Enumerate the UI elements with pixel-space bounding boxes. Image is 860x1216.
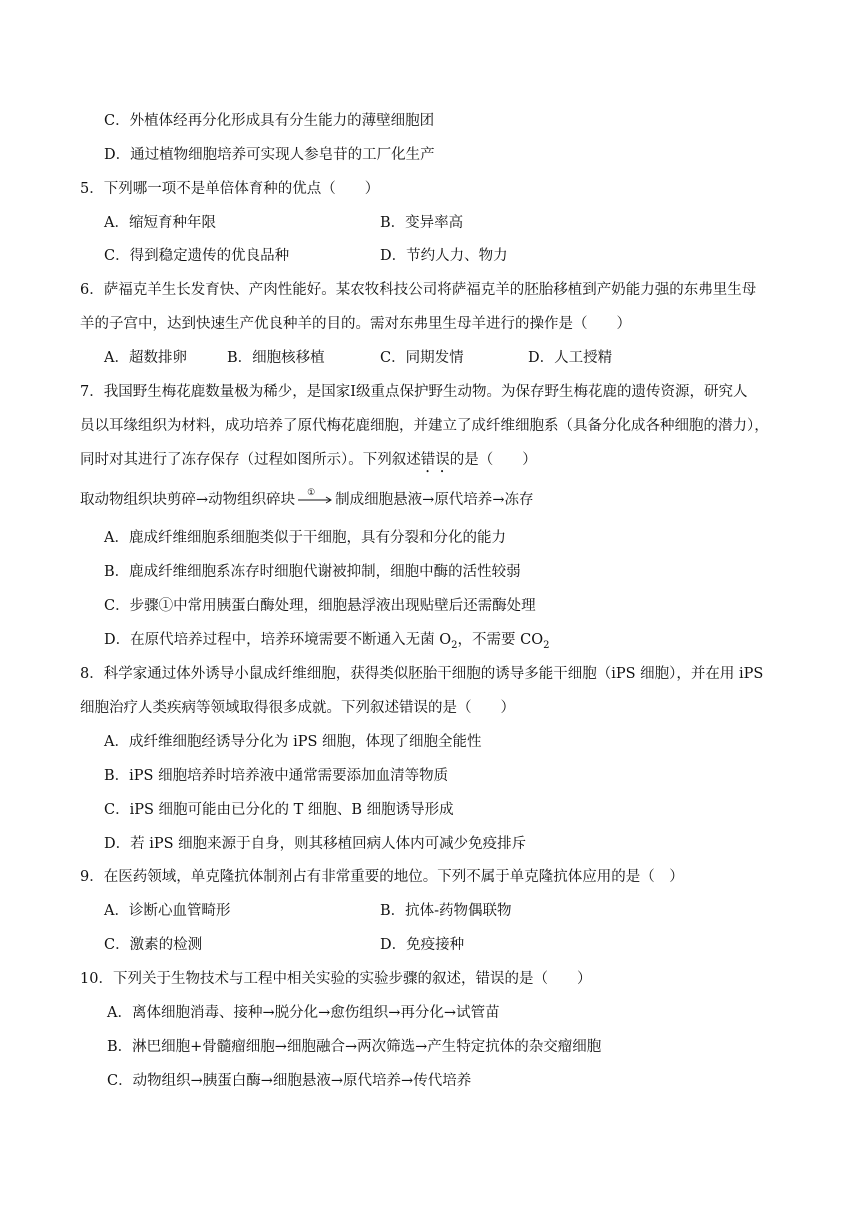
q5-option-b: B．变异率高: [380, 215, 464, 231]
q7-option-d: [104, 630, 549, 656]
flow-step-3: 制成细胞悬液: [335, 492, 423, 508]
q6-stem-line2: 羊的子宫中，达到快速生产优良种羊的目的。需对东弗里生母羊进行的操作是（ ）: [80, 316, 631, 332]
q8-option-a: A．成纤维细胞经诱导分化为 iPS 细胞，体现了细胞全能性: [104, 734, 482, 750]
q6-option-d: D．人工授精: [528, 350, 613, 366]
q10-option-c: C．动物组织→胰蛋白酶→细胞悬液→原代培养→传代培养: [107, 1073, 472, 1089]
q8-stem-line1: 8．科学家通过体外诱导小鼠成纤维细胞，获得类似胚胎干细胞的诱导多能干细胞（iPS 细胞），并在用 iPS: [80, 666, 764, 682]
q5-option-a: A．缩短育种年限: [104, 215, 216, 231]
q7-stem-line3-pre: 同时对其进行了冻存保存（过程如图所示）。下列叙述: [80, 452, 421, 468]
q4-option-d: D．通过植物细胞培养可实现人参皂苷的工厂化生产: [104, 147, 435, 163]
flow-arrow-3: →: [492, 492, 505, 508]
q10-stem: 10．下列关于生物技术与工程中相关实验的实验步骤的叙述，错误的是（ ）: [80, 971, 592, 987]
flow-step-4: 原代培养: [434, 492, 493, 508]
q10-option-b: B．淋巴细胞+骨髓瘤细胞→细胞融合→两次筛选→产生特定抗体的杂交瘤细胞: [107, 1039, 602, 1055]
flow-arrow-2: →: [422, 492, 435, 508]
q9-option-d: D．免疫接种: [380, 937, 465, 953]
q5-stem: 5．下列哪一项不是单倍体育种的优点（ ）: [80, 181, 380, 197]
q7-stem-line3-post: 的是（ ）: [449, 452, 537, 468]
q7-stem-line1: 7．我国野生梅花鹿数量极为稀少，是国家Ⅰ级重点保护野生动物。为保存野生梅花鹿的遗传资源，研究人: [80, 384, 748, 400]
flow-arrow-step-1: [297, 488, 333, 507]
flow-step-5: 冻存: [504, 492, 534, 508]
q7-flow-diagram: [80, 490, 533, 510]
q4-option-c: C．外植体经再分化形成具有分生能力的薄壁细胞团: [104, 113, 435, 129]
flow-step-label: ①: [307, 488, 316, 498]
q8-option-d: D．若 iPS 细胞来源于自身，则其移植回病人体内可减少免疫排斥: [104, 836, 527, 852]
flow-step-2: 动物组织碎块: [208, 492, 296, 508]
q6-option-c: C．同期发情: [380, 350, 464, 366]
flow-arrow-1: →: [196, 492, 209, 508]
q10-option-a: A．离体细胞消毒、接种→脱分化→愈伤组织→再分化→试管苗: [107, 1005, 500, 1021]
q6-option-a: A．超数排卵: [104, 350, 187, 366]
q8-option-c: C．iPS 细胞可能由已分化的 T 细胞、B 细胞诱导形成: [104, 802, 454, 818]
q7-option-d-sub2: 2: [543, 639, 550, 651]
q9-option-a: A．诊断心血管畸形: [104, 903, 231, 919]
flow-step-1: 取动物组织块剪碎: [80, 492, 196, 508]
long-arrow-icon: [297, 493, 333, 507]
q7-option-c: C．步骤①中常用胰蛋白酶处理，细胞悬浮液出现贴壁后还需酶处理: [104, 598, 536, 614]
q9-option-b: B．抗体-药物偶联物: [380, 903, 512, 919]
q7-stem-line3: [80, 450, 537, 476]
q7-option-a: A．鹿成纤维细胞系细胞类似于干细胞，具有分裂和分化的能力: [104, 530, 506, 546]
q5-option-d: D．节约人力、物力: [380, 248, 508, 264]
q9-option-c: C．激素的检测: [104, 937, 203, 953]
q7-option-b: B．鹿成纤维细胞系冻存时细胞代谢被抑制，细胞中酶的活性较弱: [104, 564, 521, 580]
q6-stem-line1: 6．萨福克羊生长发育快、产肉性能好。某农牧科技公司将萨福克羊的胚胎移植到产奶能力强的东弗里生母: [80, 282, 757, 298]
q8-stem-line2: 细胞治疗人类疾病等领域取得很多成就。下列叙述错误的是（ ）: [80, 700, 515, 716]
q7-option-d-pre: D．在原代培养过程中，培养环境需要不断通入无菌 O: [104, 632, 452, 648]
q8-option-b: B．iPS 细胞培养时培养液中通常需要添加血清等物质: [104, 768, 449, 784]
q7-stem-line2: 员以耳缘组织为材料，成功培养了原代梅花鹿细胞，并建立了成纤维细胞系（具备分化成各种细胞的潜力），: [80, 418, 769, 434]
q7-option-d-sub1: 2: [451, 639, 458, 651]
q7-option-d-mid: ，不需要 CO: [457, 632, 544, 648]
q6-option-b: B．细胞核移植: [227, 350, 325, 366]
q9-stem: 9．在医药领域，单克隆抗体制剂占有非常重要的地位。下列不属于单克隆抗体应用的是（ ）: [80, 869, 684, 885]
q5-option-c: C．得到稳定遗传的优良品种: [104, 248, 290, 264]
q7-emphasis-word: 错误: [420, 452, 450, 468]
